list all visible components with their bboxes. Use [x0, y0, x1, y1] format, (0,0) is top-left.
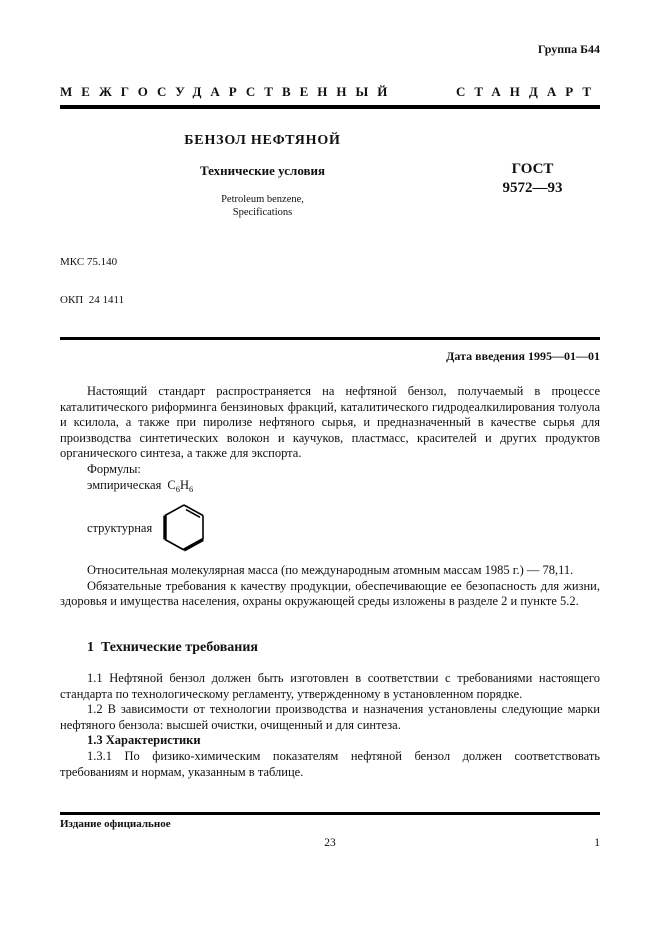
- structural-label: структурная: [87, 520, 153, 535]
- section-1-heading: 1 Технические требования: [87, 639, 258, 655]
- page-number-center: 23: [324, 837, 336, 849]
- empirical-formula-line: [60, 478, 600, 498]
- title-block: [60, 133, 600, 219]
- classification-codes: [60, 231, 600, 331]
- molecular-mass-paragraph: Относительная молекулярная масса (по международным атомным массам 1985 г.) — 78,11.: [87, 563, 574, 578]
- page-numbers: [60, 837, 600, 849]
- official-edition-label: Издание официальное: [60, 812, 600, 830]
- clause-1-3-1: 1.3.1 По физико-химическим показателям нефтяной бензол должен соответствовать требованиям и нормам, указанным в таблице.: [60, 748, 600, 779]
- designation-number: 9572—93: [502, 180, 563, 196]
- group-label: Группа Б44: [537, 42, 600, 56]
- clause-1-3-heading: 1.3 Характеристики: [87, 733, 201, 748]
- designation-gost: ГОСТ: [511, 161, 554, 177]
- benzene-ring-icon: [161, 502, 207, 554]
- clause-1-1: 1.1 Нефтяной бензол должен быть изготовлен в соответствии с требованиями настоящего стандарта по технологическому регламенту, утвержденному в установленном порядке.: [60, 670, 600, 701]
- title-column: [60, 133, 465, 219]
- empirical-formula: [167, 478, 193, 492]
- effective-date: Дата введения 1995—01—01: [446, 349, 600, 363]
- empirical-label: эмпирическая: [87, 477, 162, 492]
- horizontal-rule: [60, 337, 600, 340]
- formulas-label: Формулы:: [87, 461, 141, 476]
- mks-code: МКС 75.140: [60, 256, 118, 268]
- formula-subscript-2: 6: [188, 483, 194, 494]
- okp-code: ОКП 24 1411: [60, 293, 125, 306]
- english-title-line1: Petroleum benzene,: [221, 194, 304, 205]
- formula-element-c: C: [167, 477, 176, 492]
- standard-type-banner: МЕЖГОСУДАРСТВЕННЫЙ СТАНДАРТ: [60, 84, 600, 109]
- english-title: [60, 193, 465, 219]
- standard-designation: [465, 133, 600, 219]
- formula-subscript-1: 6: [175, 483, 180, 494]
- clause-1-2: 1.2 В зависимости от технологии производства и назначения установлены следующие марки нефтяного бензола: высшей очистки, очищенный и для синтеза.: [60, 702, 600, 732]
- structural-formula-row: [87, 501, 600, 555]
- english-title-line2: Specifications: [232, 207, 293, 218]
- mandatory-requirements-paragraph: Обязательные требования к качеству продукции, обеспечивающие ее безопасность для жизни, здоровья и имущества населения, охраны окружающей среды изложены в разделе 2 и пункте 5.2.: [60, 578, 600, 609]
- intro-paragraph: Настоящий стандарт распространяется на нефтяной бензол, получаемый в процессе каталитического риформинга бензиновых фракций, каталитического гидродеалкилирования толуола и ксилола, а также при пиролизе нефтяного сырья, и предназначенный в качестве сырья для производства синтетических волокон и каучуков, пластмасс, красителей и других продуктов органического синтеза, а также для экспорта.: [60, 384, 600, 461]
- document-title: БЕНЗОЛ НЕФТЯНОЙ: [184, 133, 341, 148]
- document-subtitle: Технические условия: [199, 163, 326, 178]
- formula-element-h: H: [179, 477, 189, 492]
- page-footer: [60, 812, 600, 849]
- folio-number: 1: [594, 837, 600, 849]
